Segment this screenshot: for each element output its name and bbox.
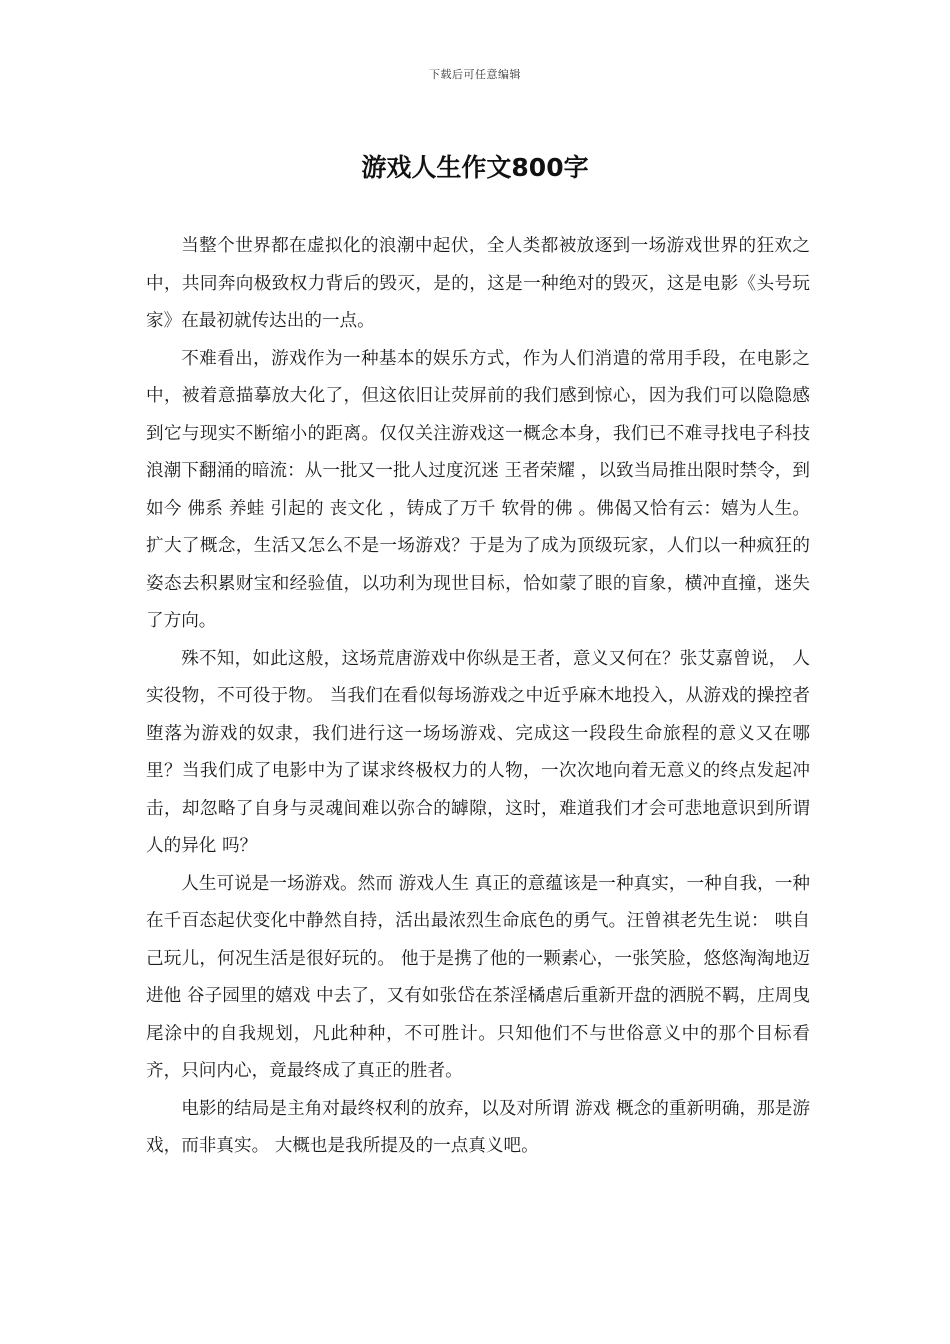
paragraph-1: 当整个世界都在虚拟化的浪潮中起伏，全人类都被放逐到一场游戏世界的狂欢之中，共同奔向极致权力背后的毁灭，是的，这是一种绝对的毁灭，这是电影《头号玩家》在最初就传达出的一点。	[146, 236, 810, 331]
header-note: 下载后可任意编辑	[429, 68, 521, 81]
document-title: 游戏人生作文800字	[361, 153, 589, 182]
paragraph-2: 不难看出，游戏作为一种基本的娱乐方式，作为人们消遣的常用手段，在电影之中，被着意描摹放大化了，但这依旧让荧屏前的我们感到惊心，因为我们可以隐隐感到它与现实不断缩小的距离。仅仅关注游戏这一概念本身，我们已不难寻找电子科技浪潮下翻涌的暗流：从一批又一批人过度沉迷 王者荣耀 ，以致当局推出限时禁令，到如今 佛系 养蛙 引起的 丧文化 ，铸成了万千 软骨的佛 。佛偈又恰有云：嬉为人生。扩大了概念，生活又怎么不是一场游戏？于是为了成为顶级玩家，人们以一种疯狂的姿态去积累财宝和经验值，以功利为现世目标，恰如蒙了眼的盲象，横冲直撞，迷失了方向。	[146, 348, 810, 631]
essay-body	[146, 228, 810, 1166]
paragraph-4: 人生可说是一场游戏。然而 游戏人生 真正的意蕴该是一种真实，一种自我，一种在千百态起伏变化中静然自持，活出最浓烈生命底色的勇气。汪曾祺老先生说： 哄自己玩儿，何况生活是很好玩的。 他于是携了他的一颗素心，一张笑脸，悠悠淘淘地迈进他 谷子园里的嬉戏 中去了，又有如张岱在茶淫橘虐后重新开盘的洒脱不羁，庄周曳尾涂中的自我规划，凡此种种，不可胜计。只知他们不与世俗意义中的那个目标看齐，只问内心，竟最终成了真正的胜者。	[146, 873, 810, 1081]
paragraph-5: 电影的结局是主角对最终权利的放弃，以及对所谓 游戏 概念的重新明确，那是游戏，而非真实。 大概也是我所提及的一点真义吧。	[146, 1098, 810, 1156]
paragraph-3: 殊不知，如此这般，这场荒唐游戏中你纵是王者，意义又何在？张艾嘉曾说， 人实役物，不可役于物。 当我们在看似每场游戏之中近乎麻木地投入，从游戏的操控者堕落为游戏的奴隶，我们进行这一场场游戏、完成这一段段生命旅程的意义又在哪里？当我们成了电影中为了谋求终极权力的人物，一次次地向着无意义的终点发起冲击，却忽略了自身与灵魂间难以弥合的罅隙，这时，难道我们才会可悲地意识到所谓 人的异化 吗？	[146, 648, 810, 856]
